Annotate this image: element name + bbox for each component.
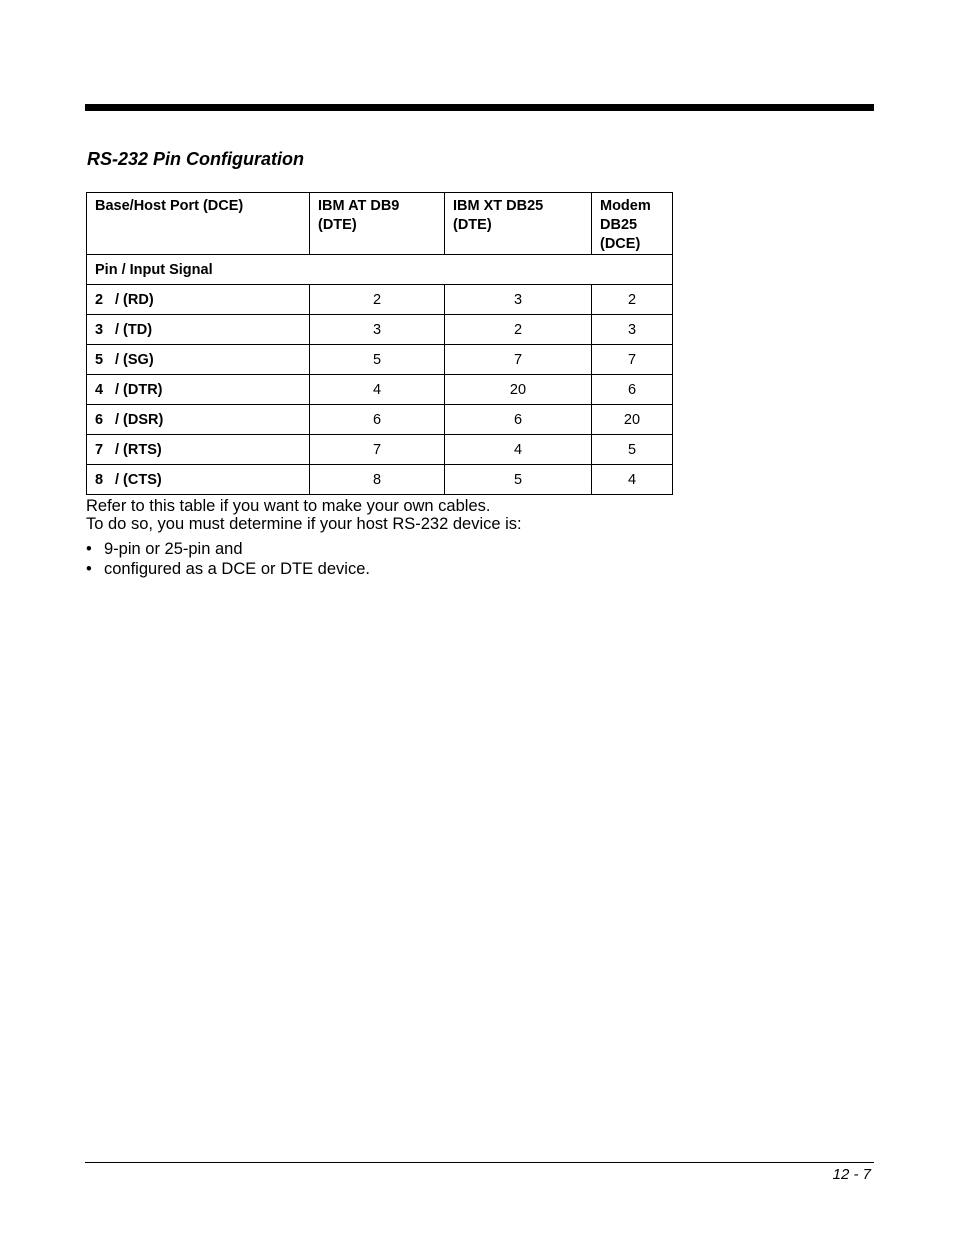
header-line: (DTE) bbox=[453, 217, 492, 233]
ibm-at-db9-cell: 6 bbox=[310, 405, 445, 435]
ibm-xt-db25-cell: 20 bbox=[445, 375, 592, 405]
bullet-icon: • bbox=[86, 560, 92, 578]
ibm-at-db9-cell: 5 bbox=[310, 345, 445, 375]
ibm-xt-db25-cell: 2 bbox=[445, 315, 592, 345]
pin-number: 7 bbox=[95, 441, 104, 458]
modem-db25-cell: 2 bbox=[592, 285, 673, 315]
modem-db25-cell: 7 bbox=[592, 345, 673, 375]
table-row bbox=[87, 375, 673, 405]
pin-number: 6 bbox=[95, 411, 104, 428]
pin-signal-cell bbox=[87, 285, 310, 315]
table-body bbox=[87, 285, 673, 495]
header-line: Modem DB25 bbox=[600, 198, 651, 233]
signal-name: / (DTR) bbox=[115, 381, 163, 398]
pin-input-signal-label: Pin / Input Signal bbox=[87, 255, 673, 285]
header-line: Base/Host Port (DCE) bbox=[95, 198, 244, 214]
header-line: IBM AT DB9 bbox=[318, 198, 400, 214]
modem-db25-cell: 5 bbox=[592, 435, 673, 465]
table-row bbox=[87, 405, 673, 435]
pin-number: 2 bbox=[95, 291, 104, 308]
page-number: 12 - 7 bbox=[832, 1166, 871, 1183]
table-row bbox=[87, 345, 673, 375]
table-header-row bbox=[87, 193, 673, 255]
ibm-at-db9-cell: 2 bbox=[310, 285, 445, 315]
table-row bbox=[87, 435, 673, 465]
signal-name: / (SG) bbox=[115, 351, 154, 368]
list-item bbox=[86, 539, 370, 559]
pin-signal-cell bbox=[87, 375, 310, 405]
list-item-text: 9-pin or 25-pin and bbox=[104, 540, 243, 558]
table-row bbox=[87, 315, 673, 345]
header-ibm-xt-db25 bbox=[445, 193, 592, 255]
ibm-at-db9-cell: 3 bbox=[310, 315, 445, 345]
bullet-icon: • bbox=[86, 540, 92, 558]
ibm-xt-db25-cell: 4 bbox=[445, 435, 592, 465]
pin-number: 3 bbox=[95, 321, 104, 338]
modem-db25-cell: 6 bbox=[592, 375, 673, 405]
list-item-text: configured as a DCE or DTE device. bbox=[104, 560, 370, 578]
ibm-xt-db25-cell: 6 bbox=[445, 405, 592, 435]
top-rule bbox=[85, 104, 874, 111]
signal-name: / (TD) bbox=[115, 321, 153, 338]
ibm-at-db9-cell: 7 bbox=[310, 435, 445, 465]
pin-signal-cell bbox=[87, 435, 310, 465]
pin-signal-cell bbox=[87, 405, 310, 435]
ibm-xt-db25-cell: 5 bbox=[445, 465, 592, 495]
pin-number: 5 bbox=[95, 351, 104, 368]
paragraph-line: Refer to this table if you want to make your own cables. bbox=[86, 497, 491, 515]
header-line: (DCE) bbox=[600, 236, 641, 252]
header-modem-db25 bbox=[592, 193, 673, 255]
pin-number: 8 bbox=[95, 471, 104, 488]
header-ibm-at-db9 bbox=[310, 193, 445, 255]
pin-signal-cell bbox=[87, 465, 310, 495]
table-row bbox=[87, 285, 673, 315]
signal-name: / (RD) bbox=[115, 291, 154, 308]
signal-name: / (DSR) bbox=[115, 411, 164, 428]
instruction-paragraph bbox=[86, 497, 522, 533]
pin-number: 4 bbox=[95, 381, 104, 398]
paragraph-line: To do so, you must determine if your host RS-232 device is: bbox=[86, 515, 522, 533]
pin-signal-cell bbox=[87, 345, 310, 375]
requirements-list bbox=[86, 539, 370, 579]
header-line: IBM XT DB25 bbox=[453, 198, 544, 214]
modem-db25-cell: 20 bbox=[592, 405, 673, 435]
pin-signal-cell bbox=[87, 315, 310, 345]
signal-name: / (RTS) bbox=[115, 441, 162, 458]
header-base-host-port bbox=[87, 193, 310, 255]
modem-db25-cell: 4 bbox=[592, 465, 673, 495]
list-item bbox=[86, 559, 370, 579]
table-row bbox=[87, 465, 673, 495]
header-line: (DTE) bbox=[318, 217, 357, 233]
pin-configuration-table bbox=[86, 192, 673, 495]
ibm-at-db9-cell: 4 bbox=[310, 375, 445, 405]
ibm-xt-db25-cell: 3 bbox=[445, 285, 592, 315]
ibm-xt-db25-cell: 7 bbox=[445, 345, 592, 375]
section-title: RS-232 Pin Configuration bbox=[87, 149, 305, 169]
ibm-at-db9-cell: 8 bbox=[310, 465, 445, 495]
table-subheader-row bbox=[87, 255, 673, 285]
modem-db25-cell: 3 bbox=[592, 315, 673, 345]
signal-name: / (CTS) bbox=[115, 471, 162, 488]
footer-rule bbox=[85, 1162, 874, 1163]
